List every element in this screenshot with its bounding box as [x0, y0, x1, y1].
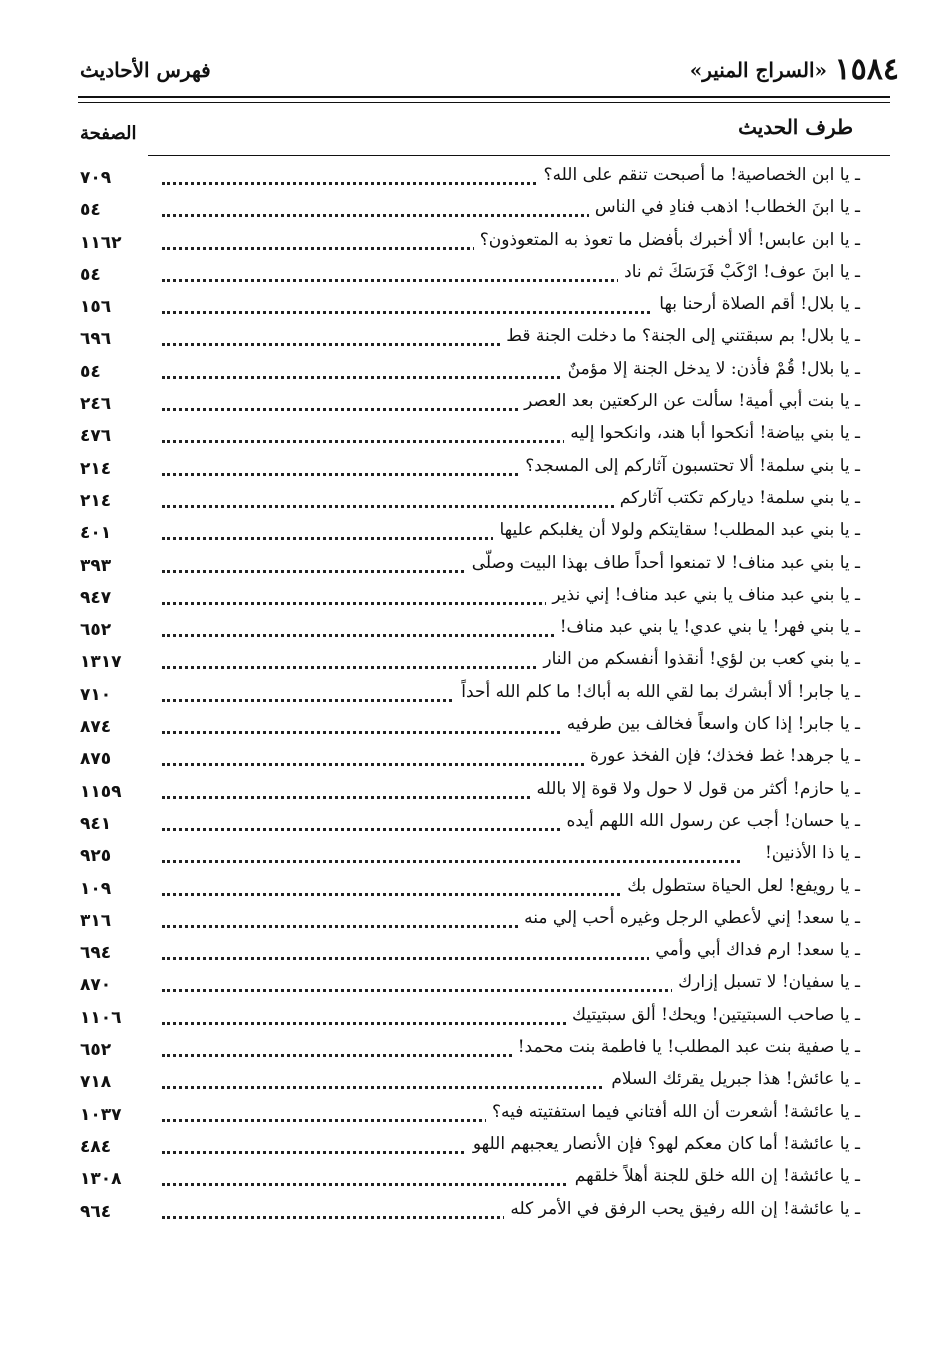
hadith-text: ـ يا صفية بنت عبد المطلب! يا فاطمة بنت محمد!: [512, 1037, 860, 1057]
page-reference: ٤٧٦: [80, 426, 112, 447]
hadith-text: ـ يا حسان! أجب عن رسول الله اللهم أيده: [561, 811, 861, 831]
hadith-text: ـ يا جرهد! غط فخذك؛ فإن الفخذ عورة: [584, 746, 860, 766]
hadith-text: ـ يا بني فهر! يا بني عدي! يا بني عبد مناف!: [554, 617, 860, 637]
hadith-text: ـ يا بنت أبي أمية! سألت عن الركعتين بعد العصر: [518, 391, 860, 411]
index-entry: [76, 1034, 860, 1066]
index-entry: [76, 1066, 860, 1098]
index-entry: [76, 388, 860, 420]
hadith-text: ـ يا عائشة! إن الله رفيق يحب الرفق في الأمر كله: [504, 1199, 860, 1219]
page-reference: ٦٥٢: [80, 620, 112, 641]
index-entry: [76, 905, 860, 937]
page-reference: ٣١٦: [80, 910, 112, 931]
index-entry: [76, 969, 860, 1001]
index-entry: [76, 259, 860, 291]
index-entry: [76, 937, 860, 969]
page-reference: ٩٦٤: [80, 1201, 112, 1222]
hadith-text: ـ يا بني سلمة! دياركم تكتب آثاركم: [614, 488, 860, 508]
hadith-text: ـ يا بني كعب بن لؤي! أنقذوا أنفسكم من النار: [537, 649, 860, 669]
page-reference: ١١٥٩: [80, 781, 122, 802]
index-entry: [76, 743, 860, 775]
index-entry: [76, 776, 860, 808]
page-reference: ١٣٠٨: [80, 1169, 122, 1190]
page-reference: ٢١٤: [80, 458, 112, 479]
column-header-hadith: طرف الحديث: [738, 115, 853, 139]
index-entry: [76, 227, 860, 259]
hadith-text: ـ يا بلال! بم سبقتني إلى الجنة؟ ما دخلت الجنة قط: [500, 326, 860, 346]
index-entry: [76, 873, 860, 905]
index-entry: [76, 356, 860, 388]
page-reference: ١٠٩: [80, 878, 112, 899]
hadith-text: ـ يا بني عبد المطلب! سقايتكم ولولا أن يغلبكم عليها: [493, 520, 860, 540]
book-title: «السراج المنير»: [689, 58, 827, 82]
index-entry: [76, 840, 860, 872]
hadith-text: ـ يا سعد! ارم فداك أبي وأمي: [649, 940, 860, 960]
hadith-text: ـ يا بني سلمة! ألا تحتسبون آثاركم إلى المسجد؟: [519, 456, 860, 476]
hadith-text: ـ يا عائش! هذا جبريل يقرئك السلام: [605, 1069, 860, 1089]
index-entry: [76, 194, 860, 226]
page-reference: ٧٠٩: [80, 168, 112, 188]
index-entry: [76, 582, 860, 614]
page-reference: ٤٨٤: [80, 1136, 112, 1157]
index-entry: [76, 679, 860, 711]
hadith-text: ـ يا بني بياضة! أنكحوا أبا هند، وانكحوا إليه: [564, 423, 860, 443]
page-reference: ٧١٠: [80, 684, 112, 705]
index-entry: [76, 614, 860, 646]
page-reference: ١٠٣٧: [80, 1104, 122, 1125]
page-reference: ١٥٦: [80, 297, 112, 318]
index-entry: [76, 485, 860, 517]
hadith-text: ـ يا ابنَ عوف! ارْكَبْ فَرَسَكَ ثم ناد: [618, 262, 860, 282]
page-reference: ٨٧٤: [80, 717, 112, 738]
page-number: ١٥٨٤: [834, 52, 899, 87]
hadith-text: ـ يا ابن الخصاصية! ما أصبحت تنقم على الله؟: [538, 165, 860, 185]
dot-leader: [162, 989, 740, 992]
page-reference: ٩٤١: [80, 813, 112, 834]
index-entry: [76, 291, 860, 323]
section-title: فهرس الأحاديث: [80, 58, 211, 82]
hadith-text: ـ يا سفيان! لا تسبل إزارك: [672, 972, 860, 992]
hadith-text: ـ يا ابنَ الخطاب! اذهب فنادِ في الناس: [589, 197, 860, 217]
index-entry: [76, 1099, 860, 1131]
hadith-text: ـ يا بلال! قُمْ فأذن: لا يدخل الجنة إلا مؤمنٌ: [562, 359, 860, 379]
page-reference: ٩٤٧: [80, 587, 112, 608]
page-reference: ٤٠١: [80, 523, 112, 544]
page-reference: ٦٩٦: [80, 329, 112, 350]
page-reference: ٧١٨: [80, 1072, 112, 1093]
index-entry: [76, 646, 860, 678]
page-reference: ٢١٤: [80, 490, 112, 511]
hadith-text: ـ يا بني عبد مناف يا بني عبد مناف! إني نذير: [546, 585, 860, 605]
page-reference: ٥٤: [80, 264, 101, 285]
dot-leader: [162, 860, 740, 863]
column-header-page: الصفحة: [80, 123, 137, 144]
index-entry: [76, 550, 860, 582]
page-reference: ٦٩٤: [80, 943, 112, 964]
hadith-text: ـ يا ذا الأذنين!: [759, 843, 860, 863]
page-reference: ٥٤: [80, 200, 101, 221]
header-rule: [78, 96, 890, 103]
index-entry: [76, 1163, 860, 1195]
index-entry: [76, 1002, 860, 1034]
page-reference: ١١٠٦: [80, 1007, 122, 1028]
page-reference: ٨٧٠: [80, 975, 112, 996]
hadith-text: ـ يا صاحب السبتيتين! ويحك! ألق سبتيتيك: [566, 1005, 860, 1025]
page-reference: ٢٤٦: [80, 394, 112, 415]
index-entry: [76, 323, 860, 355]
page-reference: ٥٤: [80, 361, 101, 382]
hadith-text: ـ يا سعد! إني لأعطي الرجل وغيره أحب إلي منه: [518, 908, 860, 928]
index-entry: [76, 517, 860, 549]
hadith-text: ـ يا رويفع! لعل الحياة ستطول بك: [621, 876, 860, 896]
hadith-text: ـ يا عائشة! إن الله خلق للجنة أهلاً خلقهم: [569, 1166, 860, 1186]
page-reference: ٨٧٥: [80, 749, 112, 770]
page-reference: ١١٦٢: [80, 232, 122, 253]
index-entry: [76, 453, 860, 485]
index-entry: [76, 711, 860, 743]
hadith-index-list: [76, 162, 860, 1228]
index-entry: [76, 1131, 860, 1163]
hadith-text: ـ يا عائشة! أما كان معكم لهو؟ فإن الأنصار يعجبهم اللهو: [467, 1134, 860, 1154]
page-reference: ٣٩٣: [80, 555, 112, 576]
index-entry: [76, 420, 860, 452]
hadith-text: ـ يا عائشة! أشعرت أن الله أفتاني فيما استفتيته فيه؟: [486, 1102, 860, 1122]
hadith-text: ـ يا جابر! إذا كان واسعاً فخالف بين طرفيه: [561, 714, 860, 734]
hadith-text: ـ يا جابر! ألا أبشرك بما لقي الله به أباك! ما كلم الله أحداً: [455, 682, 860, 702]
page-reference: ٦٥٢: [80, 1040, 112, 1061]
hadith-text: ـ يا بني عبد مناف! لا تمنعوا أحداً طاف بهذا البيت وصلّى: [466, 553, 860, 573]
index-entry: [76, 162, 860, 194]
page-reference: ٩٢٥: [80, 846, 112, 867]
column-header-rule: [148, 155, 890, 156]
page-reference: ١٣١٧: [80, 652, 122, 673]
hadith-text: ـ يا بلال! أقم الصلاة أرحنا بها: [653, 294, 860, 314]
index-entry: [76, 808, 860, 840]
hadith-text: ـ يا ابن عابس! ألا أخبرك بأفضل ما تعوذ به المتعوذون؟: [474, 230, 860, 250]
hadith-text: ـ يا حازم! أكثر من قول لا حول ولا قوة إلا بالله: [530, 779, 860, 799]
index-entry: [76, 1196, 860, 1228]
